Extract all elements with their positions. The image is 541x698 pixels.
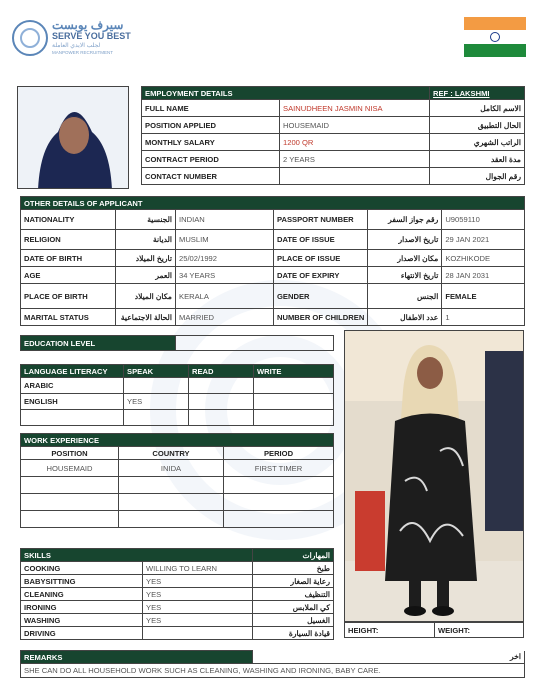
issue-date-value: 29 JAN 2021 [442,230,525,250]
cooking-label: COOKING [21,562,143,575]
nationality-value: INDIAN [176,210,274,230]
issue-date-label: DATE OF ISSUE [274,230,368,250]
language-header: LANGUAGE LITERACY [21,365,124,378]
weight-label: WEIGHT: [435,623,524,638]
salary-value: 1200 QR [280,134,430,151]
cleaning-ar: التنظيف [253,588,334,601]
religion-label: RELIGION [21,230,116,250]
babysitting-ar: رعاية الصغار [253,575,334,588]
arabic-read [189,378,254,394]
logo-name: SERVE YOU BEST [52,31,131,41]
remarks-text: SHE CAN DO ALL HOUSEHOLD WORK SUCH AS CLEANING, WASHING AND IRONING, BABY CARE. [21,664,525,678]
contract-value: 2 YEARS [280,151,430,168]
age-label: AGE [21,267,116,284]
religion-value: MUSLIM [176,230,274,250]
english-write [254,394,334,410]
salary-ar: الراتب الشهري [430,134,525,151]
english-speak: YES [124,394,189,410]
education-value [176,336,334,351]
driving-ar: قيادة السيارة [253,627,334,640]
cooking-ar: طبخ [253,562,334,575]
dob-value: 25/02/1992 [176,250,274,267]
ref-label: REF : LAKSHMI [430,87,525,100]
other-details-table [20,196,525,326]
marital-ar: الحالة الاجتماعية [116,309,176,326]
issue-place-value: KOZHIKODE [442,250,525,267]
cleaning-value: YES [143,588,253,601]
contract-ar: مدة العقد [430,151,525,168]
children-value: 1 [442,309,525,326]
language-table [20,364,334,426]
nationality-label: NATIONALITY [21,210,116,230]
remarks-header: REMARKS [21,651,253,664]
profile-photo [17,86,129,189]
work-country-value: INIDA [119,460,224,477]
position-label: POSITION APPLIED [142,117,280,134]
work-empty-row [21,477,119,494]
contact-value [280,168,430,185]
education-header: EDUCATION LEVEL [21,336,176,351]
ironing-label: IRONING [21,601,143,614]
language-empty-row [21,410,124,426]
remarks-header-ar: اخر [253,651,525,664]
work-header: WORK EXPERIENCE [21,434,334,447]
marital-label: MARITAL STATUS [21,309,116,326]
washing-ar: الغسيل [253,614,334,627]
washing-label: WASHING [21,614,143,627]
passport-value: U9059110 [442,210,525,230]
marital-value: MARRIED [176,309,274,326]
cooking-value: WILLING TO LEARN [143,562,253,575]
passport-ar: رقم جواز السفر [368,210,442,230]
children-label: NUMBER OF CHILDREN [274,309,368,326]
work-period-value: FIRST TIMER [224,460,334,477]
work-empty-row [21,511,119,528]
expiry-value: 28 JAN 2031 [442,267,525,284]
salary-label: MONTHLY SALARY [142,134,280,151]
company-logo-icon [12,20,48,56]
ironing-value: YES [143,601,253,614]
employment-header: EMPLOYMENT DETAILS [142,87,430,100]
speak-header: SPEAK [124,365,189,378]
work-period-header: PERIOD [224,447,334,460]
education-table [20,335,334,351]
read-header: READ [189,365,254,378]
skills-header: SKILLS [21,549,253,562]
full-name-label: FULL NAME [142,100,280,117]
passport-label: PASSPORT NUMBER [274,210,368,230]
children-ar: عدد الاطفال [368,309,442,326]
measurements-table [344,622,524,638]
full-name-value: SAINUDHEEN JASMIN NISA [280,100,430,117]
issue-place-label: PLACE OF ISSUE [274,250,368,267]
cleaning-label: CLEANING [21,588,143,601]
position-ar: الحال التطبيق [430,117,525,134]
remarks-table [20,650,525,678]
gender-value: FEMALE [442,284,525,309]
dob-ar: تاريخ الميلاد [116,250,176,267]
issue-date-ar: تاريخ الاصدار [368,230,442,250]
english-read [189,394,254,410]
dob-label: DATE OF BIRTH [21,250,116,267]
work-position-header: POSITION [21,447,119,460]
birth-place-ar: مكان الميلاد [116,284,176,309]
height-label: HEIGHT: [345,623,435,638]
employment-details-table [141,86,525,185]
arabic-speak [124,378,189,394]
gender-label: GENDER [274,284,368,309]
logo-sub-ar: لجلب الايدي العاملة [52,43,101,49]
skills-table [20,548,334,640]
expiry-ar: تاريخ الانتهاء [368,267,442,284]
other-details-header: OTHER DETAILS OF APPLICANT [21,197,525,210]
washing-value: YES [143,614,253,627]
logo-arabic: سيرف يوبست [52,18,124,32]
birth-place-value: KERALA [176,284,274,309]
contract-label: CONTRACT PERIOD [142,151,280,168]
expiry-label: DATE OF EXPIRY [274,267,368,284]
birth-place-label: PLACE OF BIRTH [21,284,116,309]
contact-label: CONTACT NUMBER [142,168,280,185]
contact-ar: رقم الجوال [430,168,525,185]
ironing-ar: كي الملابس [253,601,334,614]
full-body-photo [344,330,524,622]
gender-ar: الجنس [368,284,442,309]
india-flag-icon [464,17,526,57]
skills-header-ar: المهارات [253,549,334,562]
babysitting-value: YES [143,575,253,588]
work-empty-row [21,494,119,511]
arabic-label: ARABIC [21,378,124,394]
english-label: ENGLISH [21,394,124,410]
religion-ar: الديانة [116,230,176,250]
full-name-ar: الاسم الكامل [430,100,525,117]
work-country-header: COUNTRY [119,447,224,460]
arabic-write [254,378,334,394]
babysitting-label: BABYSITTING [21,575,143,588]
issue-place-ar: مكان الاصدار [368,250,442,267]
nationality-ar: الجنسية [116,210,176,230]
work-experience-table [20,433,334,528]
age-value: 34 YEARS [176,267,274,284]
age-ar: العمر [116,267,176,284]
position-value: HOUSEMAID [280,117,430,134]
logo-sub-en: MANPOWER RECRUITMENT [52,50,113,55]
driving-label: DRIVING [21,627,143,640]
write-header: WRITE [254,365,334,378]
driving-value [143,627,253,640]
work-position-value: HOUSEMAID [21,460,119,477]
